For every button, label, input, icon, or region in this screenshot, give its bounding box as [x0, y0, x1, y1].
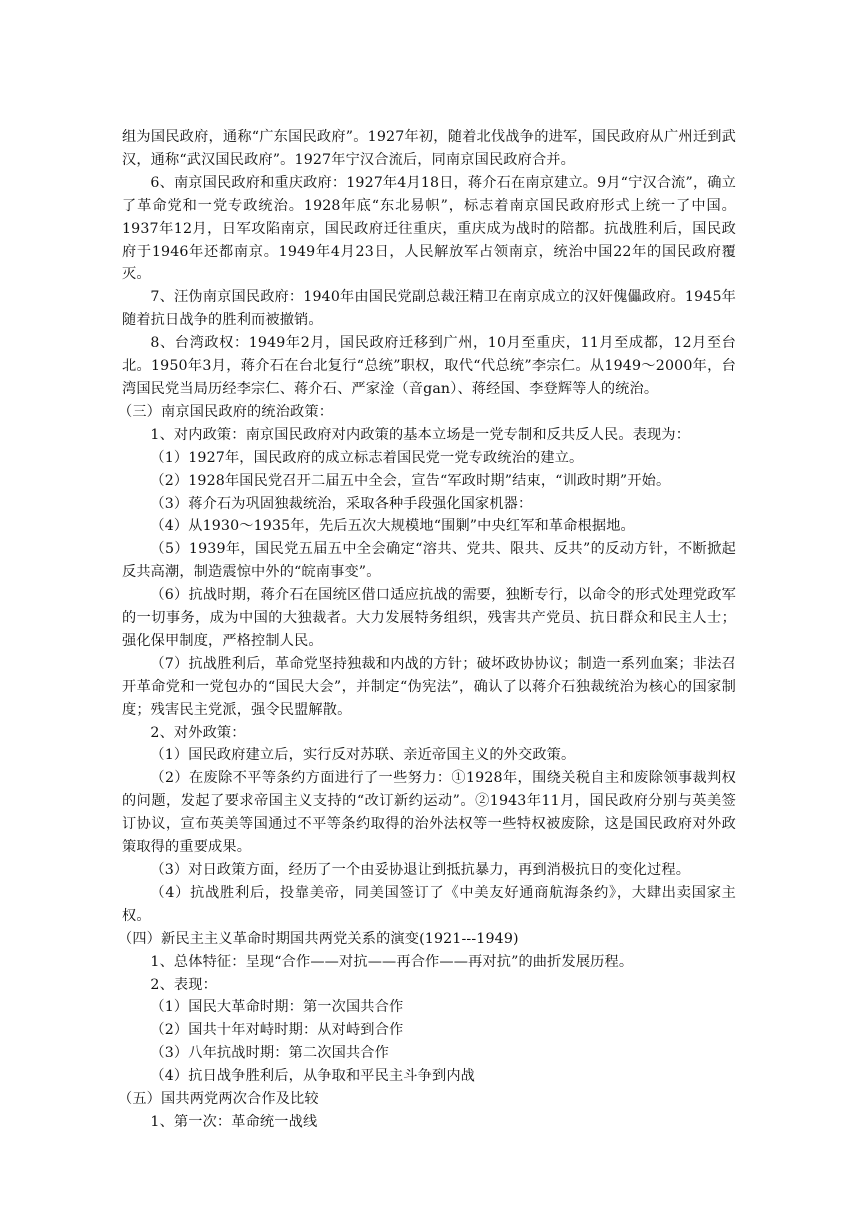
list-item-foreign-4: （4）抗战胜利后，投靠美帝，同美国签订了《中美友好通商航海条约》，大肆出卖国家主权。 [122, 884, 736, 924]
list-item-domestic-1: （1）1927年，国民政府的成立标志着国民党一党专政统治的建立。 [150, 449, 584, 466]
list-item-period-1: （1）国民大革命时期：第一次国共合作 [150, 999, 404, 1016]
section-heading-5: （五）国共两党两次合作及比较 [118, 1091, 319, 1108]
list-item-period-2: （2）国共十年对峙时期：从对峙到合作 [150, 1022, 404, 1039]
paragraph-foreign-policy: 2、对外政策： [150, 724, 246, 741]
paragraph-taiwan: 8、台湾政权：1949年2月，国民政府迁移到广州，10月至重庆，11月至成都，12月至台北。1950年3月，蒋介石在台北复行“总统”职权，取代“代总统”李宗仁。从1949～2000年，台湾国民党当局历经李宗仁、蒋介石、严家淦（音gan）、蒋经国、李登辉等人的统治。 [122, 335, 736, 397]
paragraph-first-cooperation: 1、第一次：革命统一战线 [150, 1113, 318, 1130]
list-item-domestic-3: （3）蒋介石为巩固独裁统治，采取各种手段强化国家机器： [150, 495, 533, 512]
paragraph-wang-puppet: 7、汪伪南京国民政府：1940年由国民党副总裁汪精卫在南京成立的汉奸傀儡政府。1945年随着抗日战争的胜利而被撤销。 [122, 289, 736, 329]
list-item-domestic-2: （2）1928年国民党召开二届五中全会，宣告“军政时期”结束，“训政时期”开始。 [150, 472, 671, 489]
paragraph-nanjing-chongqing: 6、南京国民政府和重庆政府：1927年4月18日，蒋介石在南京建立。9月“宁汉合流”，确立了革命党和一党专政统治。1928年底“东北易帜”，标志着南京国民政府形式上统一了中国。1937年12月，日军攻陷南京，国民政府迁往重庆，重庆成为战时的陪都。抗战胜利后，国民政府于1946年还都南京。1949年4月23日，人民解放军占领南京，统治中国22年的国民政府覆灭。 [122, 174, 736, 283]
list-item-domestic-6: （6）抗战时期，蒋介石在国统区借口适应抗战的需要，独断专行，以命令的形式处理党政军的一切事务，成为中国的大独裁者。大力发展特务组织，残害共产党员、抗日群众和民主人士；强化保甲制度，严格控制人民。 [122, 587, 736, 649]
section-heading-4: （四）新民主主义革命时期国共两党关系的演变(1921---1949) [118, 930, 519, 947]
list-item-foreign-2: （2）在废除不平等条约方面进行了一些努力：①1928年，围绕关税自主和废除领事裁判权的问题，发起了要求帝国主义支持的“改订新约运动”。②1943年11月，国民政府分别与英美签订协议，宣布英美等国通过不平等条约取得的治外法权等一些特权被废除，这是国民政府对外政策取得的重要成果。 [122, 770, 736, 856]
paragraph-overall-feature: 1、总体特征：呈现“合作——对抗——再合作——再对抗”的曲折发展历程。 [150, 953, 634, 970]
paragraph-intro: 组为国民政府，通称“广东国民政府”。1927年初，随着北伐战争的进军，国民政府从广州迁到武汉，通称“武汉国民政府”。1927年宁汉合流后，同南京国民政府合并。 [122, 129, 736, 168]
list-item-domestic-4: （4）从1930～1935年，先后五次大规模地“围剿”中央红军和革命根据地。 [150, 518, 635, 535]
document-page [118, 126, 736, 1134]
list-item-foreign-1: （1）国民政府建立后，实行反对苏联、亲近帝国主义的外交政策。 [150, 747, 576, 764]
section-heading-3: （三）南京国民政府的统治政策： [118, 403, 334, 420]
list-item-period-4: （4）抗日战争胜利后，从争取和平民主斗争到内战 [150, 1068, 475, 1085]
list-item-foreign-3: （3）对日政策方面，经历了一个由妥协退让到抵抗暴力，再到消极抗日的变化过程。 [150, 862, 691, 878]
list-item-domestic-5: （5）1939年，国民党五届五中全会确定“溶共、党共、限共、反共”的反动方针，不断掀起反共高潮，制造震惊中外的“皖南事变”。 [122, 541, 736, 581]
list-item-domestic-7: （7）抗战胜利后，革命党坚持独裁和内战的方针；破坏政协协议；制造一系列血案；非法召开革命党和一党包办的“国民大会”，并制定“伪宪法”，确认了以蒋介石独裁统治为核心的国家制度；残害民主党派，强令民盟解散。 [122, 655, 736, 718]
paragraph-manifestation: 2、表现： [150, 976, 217, 993]
paragraph-domestic-policy: 1、对内政策：南京国民政府对内政策的基本立场是一党专制和反共反人民。表现为： [150, 426, 691, 443]
list-item-period-3: （3）八年抗战时期：第二次国共合作 [150, 1045, 389, 1062]
